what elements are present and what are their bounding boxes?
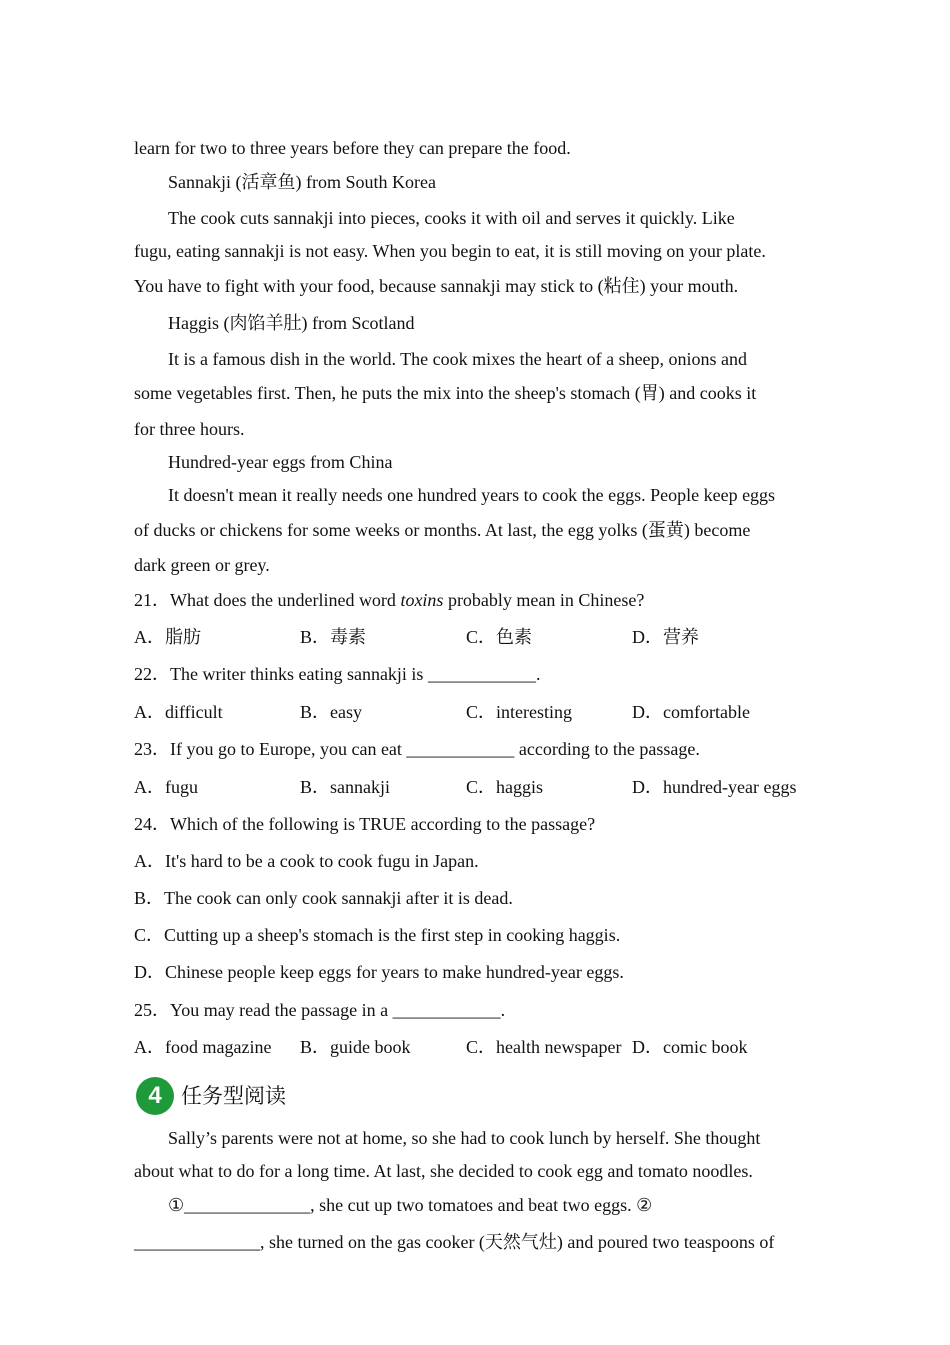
q25-option-c[interactable]: C．health newspaper [466, 1037, 622, 1057]
passage-line: some vegetables first. Then, he puts the mix into the sheep's stomach (胃) and cooks it [134, 383, 757, 403]
q24-option-b[interactable]: B．The cook can only cook sannakji after it is dead. [134, 888, 513, 908]
q22-option-c[interactable]: C．interesting [466, 702, 572, 722]
passage-line: learn for two to three years before they can prepare the food. [134, 138, 571, 158]
passage-line: The cook cuts sannakji into pieces, cooks it with oil and serves it quickly. Like [168, 208, 735, 228]
q24-option-c[interactable]: C．Cutting up a sheep's stomach is the first step in cooking haggis. [134, 925, 621, 945]
passage-line: You have to fight with your food, because sannakji may stick to (粘住) your mouth. [134, 276, 739, 296]
task-paragraph-line: about what to do for a long time. At last, she decided to cook egg and tomato noodles. [134, 1161, 753, 1181]
question-24: 24．Which of the following is TRUE according to the passage? [134, 814, 596, 834]
passage-line: for three hours. [134, 419, 245, 439]
passage-line: It is a famous dish in the world. The cook mixes the heart of a sheep, onions and [168, 349, 748, 369]
section-number-badge: 4 [136, 1077, 174, 1115]
q25-option-a[interactable]: A．food magazine [134, 1037, 272, 1057]
question-text: 21．What does the underlined word [134, 590, 401, 610]
section-title: 任务型阅读 [181, 1084, 286, 1108]
italic-word: toxins [400, 590, 444, 610]
q22-option-a[interactable]: A．difficult [134, 702, 223, 722]
q21-option-d[interactable]: D．营养 [632, 627, 699, 647]
q25-option-b[interactable]: B．guide book [300, 1037, 411, 1057]
task-blank-line: ①______________, she cut up two tomatoes and beat two eggs. ② [168, 1195, 653, 1215]
q21-option-c[interactable]: C．色素 [466, 627, 533, 647]
q21-option-b[interactable]: B．毒素 [300, 627, 367, 647]
passage-line: of ducks or chickens for some weeks or months. At last, the egg yolks (蛋黄) become [134, 520, 751, 540]
question-22: 22．The writer thinks eating sannakji is ____________. [134, 664, 541, 684]
q23-option-b[interactable]: B．sannakji [300, 777, 390, 797]
task-blank-line: ______________, she turned on the gas cooker (天然气灶) and poured two teaspoons of [134, 1232, 775, 1252]
passage-line: It doesn't mean it really needs one hundred years to cook the eggs. People keep eggs [168, 485, 776, 505]
question-text: probably mean in Chinese? [443, 590, 645, 610]
q22-option-d[interactable]: D．comfortable [632, 702, 750, 722]
passage-line: fugu, eating sannakji is not easy. When you begin to eat, it is still moving on your plate. [134, 241, 766, 261]
q22-option-b[interactable]: B．easy [300, 702, 362, 722]
q25-option-d[interactable]: D．comic book [632, 1037, 748, 1057]
eggs-heading: Hundred-year eggs from China [168, 452, 393, 472]
q23-option-a[interactable]: A．fugu [134, 777, 198, 797]
q24-option-d[interactable]: D．Chinese people keep eggs for years to make hundred-year eggs. [134, 962, 624, 982]
passage-line: dark green or grey. [134, 555, 270, 575]
q23-option-d[interactable]: D．hundred-year eggs [632, 777, 797, 797]
question-21 [134, 588, 644, 612]
question-25: 25．You may read the passage in a ____________. [134, 1000, 506, 1020]
task-paragraph-line: Sally’s parents were not at home, so she had to cook lunch by herself. She thought [168, 1128, 761, 1148]
question-23: 23．If you go to Europe, you can eat ____________ according to the passage. [134, 739, 700, 759]
sannakji-heading: Sannakji (活章鱼) from South Korea [168, 172, 436, 192]
q21-option-a[interactable]: A．脂肪 [134, 627, 201, 647]
haggis-heading: Haggis (肉馅羊肚) from Scotland [168, 313, 415, 333]
q23-option-c[interactable]: C．haggis [466, 777, 544, 797]
q24-option-a[interactable]: A．It's hard to be a cook to cook fugu in Japan. [134, 851, 479, 871]
